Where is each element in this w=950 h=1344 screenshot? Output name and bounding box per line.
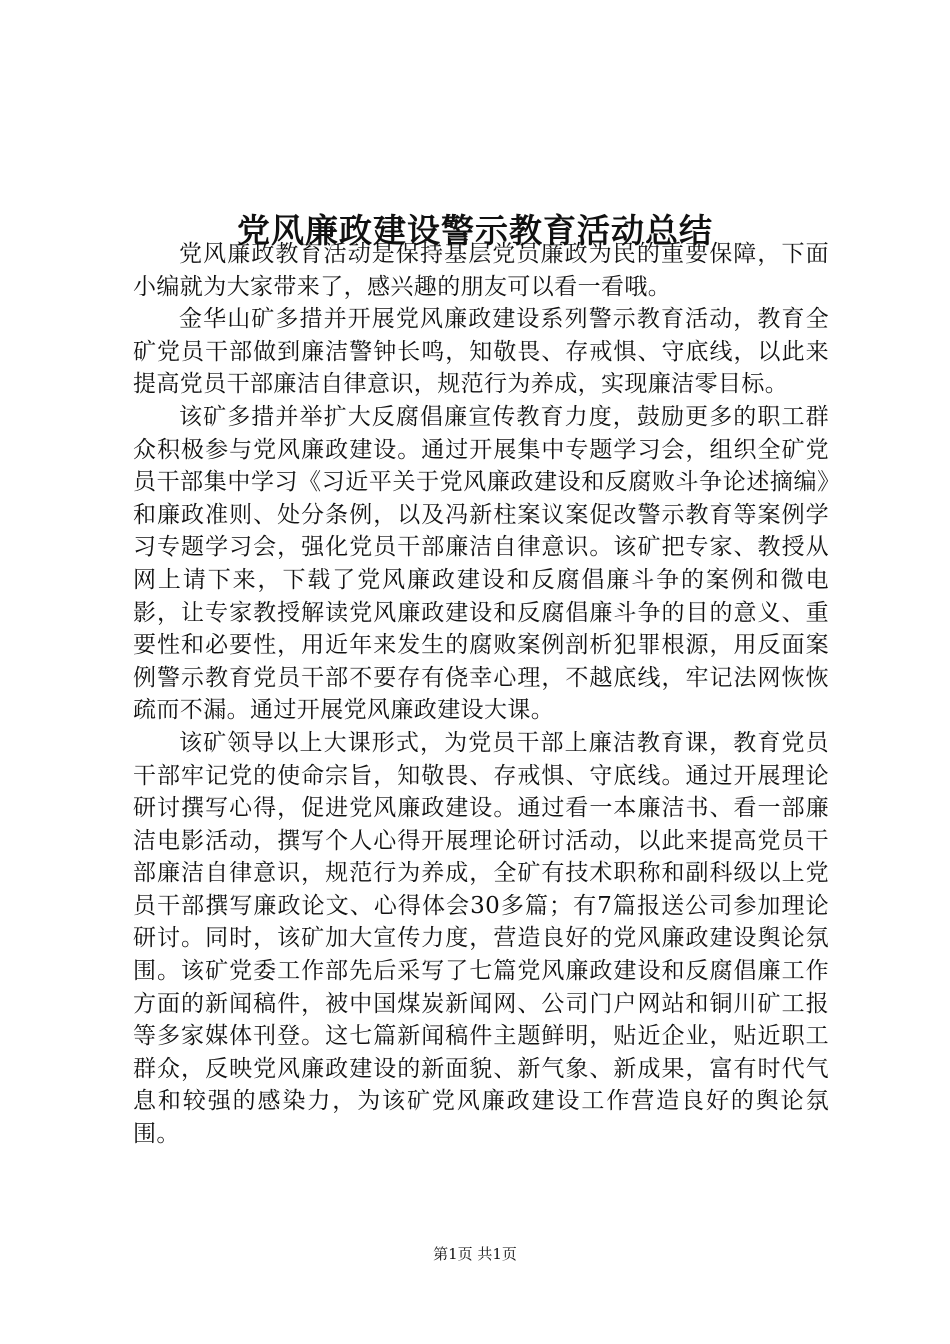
document-title: 党风廉政建设警示教育活动总结 [237, 211, 713, 251]
document-body [133, 238, 829, 1151]
paragraph-education: 该矿多措并举扩大反腐倡廉宣传教育力度，鼓励更多的职工群众积极参与党风廉政建设。通过开展集中专题学习会，组织全矿党员干部集中学习《习近平关于党风廉政建设和反腐败斗争论述摘编》和廉政准则、处分条例，以及冯新柱案议案促改警示教育等案例学习专题学习会，强化党员干部廉洁自律意识。该矿把专家、教授从网上请下来，下载了党风廉政建设和反腐倡廉斗争的案例和微电影，让专家教授解读党风廉政建设和反腐倡廉斗争的目的意义、重要性和必要性，用近年来发生的腐败案例剖析犯罪根源，用反面案例警示教育党员干部不要存有侥幸心理，不越底线，牢记法网恢恢疏而不漏。通过开展党风廉政建设大课。 [133, 403, 829, 724]
page-footer: 第1页 共1页 [433, 1245, 517, 1263]
paragraph-overview: 金华山矿多措并开展党风廉政建设系列警示教育活动，教育全矿党员干部做到廉洁警钟长鸣，知敬畏、存戒惧、守底线，以此来提高党员干部廉洁自律意识，规范行为养成，实现廉洁零目标。 [133, 306, 829, 398]
paragraph-intro: 党风廉政教育活动是保持基层党员廉政为民的重要保障，下面小编就为大家带来了，感兴趣的朋友可以看一看哦。 [133, 241, 829, 300]
paragraph-lecture: 该矿领导以上大课形式，为党员干部上廉洁教育课，教育党员干部牢记党的使命宗旨，知敬畏、存戒惧、守底线。通过开展理论研讨撰写心得，促进党风廉政建设。通过看一本廉洁书、看一部廉洁电影活动，撰写个人心得开展理论研讨活动，以此来提高党员干部廉洁自律意识，规范行为养成，全矿有技术职称和副科级以上党员干部撰写廉政论文、心得体会30多篇；有7篇报送公司参加理论研讨。同时，该矿加大宣传力度，营造良好的党风廉政建设舆论氛围。该矿党委工作部先后采写了七篇党风廉政建设和反腐倡廉工作方面的新闻稿件，被中国煤炭新闻网、公司门户网站和铜川矿工报等多家媒体刊登。这七篇新闻稿件主题鲜明，贴近企业，贴近职工群众，反映党风廉政建设的新面貌、新气象、新成果，富有时代气息和较强的感染力，为该矿党风廉政建设工作营造良好的舆论氛围。 [133, 729, 829, 1148]
